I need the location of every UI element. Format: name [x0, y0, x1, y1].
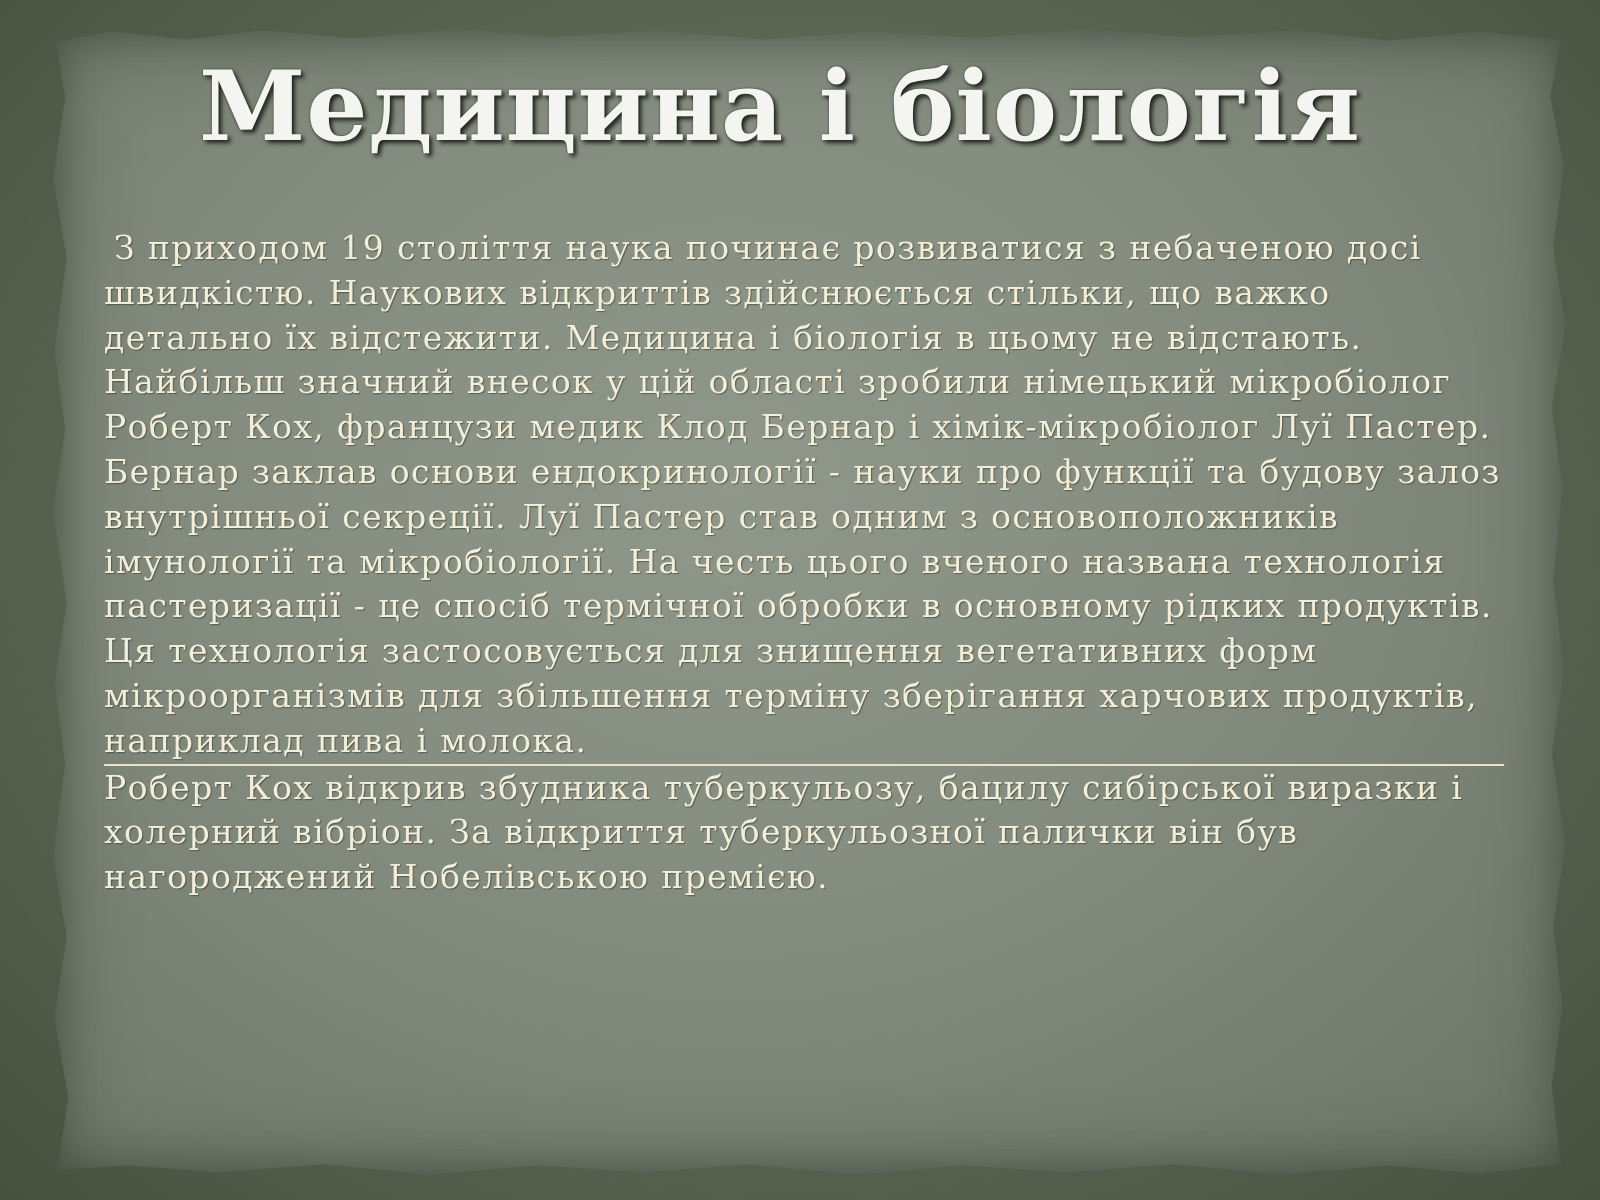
paragraph-intro: З приходом 19 століття наука починає розвиватися з небаченою досі швидкістю. Наукових відкриттів здійснюється стільки, що важко детально їх відстежити. Медицина і біологія в цьому не відстають. Найбільш значний внесок у цій області зробили німецький мікробіолог Роберт Кох, французи медик Клод Бернар і хімік-мікробіолог Луї Пастер. — [104, 228, 1492, 447]
slide-title: Медицина і біологія — [199, 50, 1361, 163]
paragraph-bernard-pasteur: Бернар заклав основи ендокринології - науки про функції та будову залоз внутрішньої секреції. Луї Пастер став одним з основоположників імунології та мікробіології. На честь цього вченого названа технологія пастеризації - це спосіб термічної обробки в основному рідких продуктів. Ця технологія застосовується для знищення вегетативних форм мікроорганізмів для збільшення терміну зберігання харчових продуктів, наприклад пива і молока. — [104, 450, 1504, 766]
slide-body — [104, 226, 1504, 900]
paragraph-koch: Роберт Кох відкрив збудника туберкульозу, бацилу сибірської виразки і холерний вібріон. За відкриття туберкульозної палички він був нагороджений Нобелівською премією. — [104, 767, 1464, 897]
